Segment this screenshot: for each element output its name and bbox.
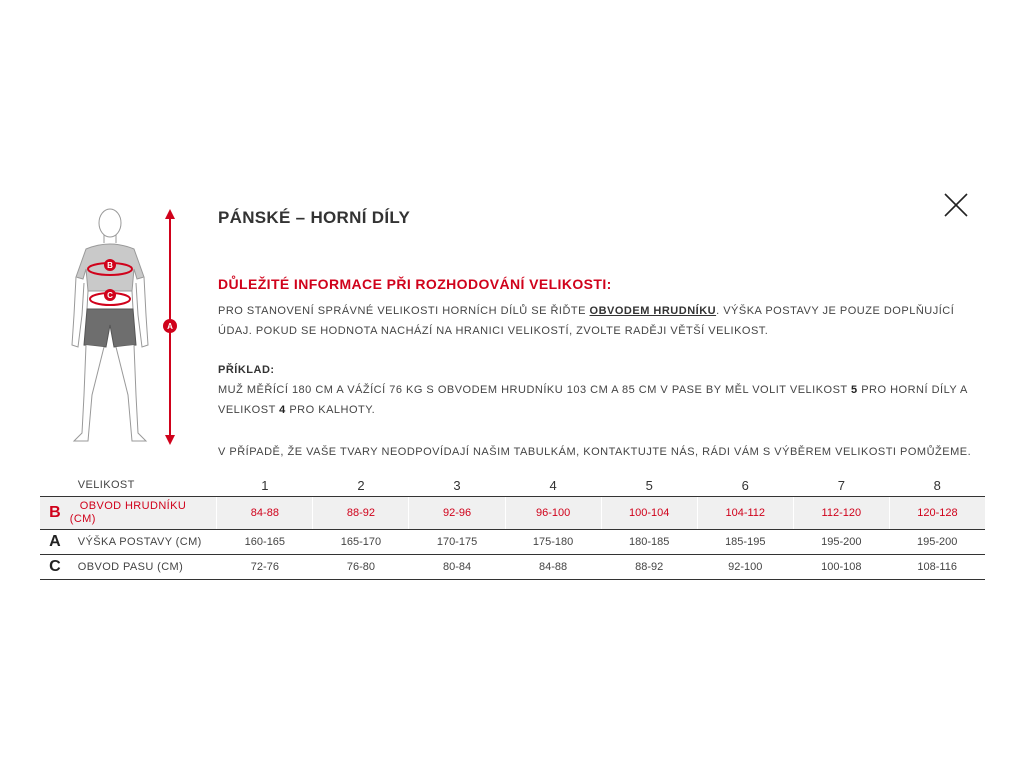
modal-title: PÁNSKÉ – HORNÍ DÍLY [218, 208, 411, 227]
svg-text:A: A [167, 322, 173, 331]
table-row-waist [40, 555, 985, 580]
table-cell: 84-88 [217, 497, 313, 530]
table-cell: 104-112 [697, 497, 793, 530]
table-cell: 160-165 [217, 530, 313, 555]
table-cell: 165-170 [313, 530, 409, 555]
row-label-line2: (CM) [69, 513, 96, 525]
table-cell: 92-96 [409, 497, 505, 530]
example-text-part2: PRO HORNÍ DÍLY A VELIKOST [218, 384, 968, 416]
table-cell: 120-128 [889, 497, 985, 530]
table-cell: 72-76 [217, 555, 313, 580]
size-header: 7 [793, 474, 889, 497]
size-header: 4 [505, 474, 601, 497]
example-bottom-size: 4 [279, 404, 286, 416]
table-cell: 76-80 [313, 555, 409, 580]
table-row-height [40, 530, 985, 555]
row-label [70, 497, 217, 530]
example-text-part3: PRO KALHOTY. [285, 404, 376, 416]
size-header: 2 [313, 474, 409, 497]
row-letter: C [40, 555, 70, 580]
row-label: OBVOD PASU (CM) [70, 555, 217, 580]
table-cell: 175-180 [505, 530, 601, 555]
row-label: VÝŠKA POSTAVY (CM) [70, 530, 217, 555]
table-cell: 195-200 [793, 530, 889, 555]
table-cell: 108-116 [889, 555, 985, 580]
example-top-size: 5 [851, 384, 858, 396]
example-text [218, 380, 988, 420]
table-cell: 112-120 [793, 497, 889, 530]
table-row-chest [40, 497, 985, 530]
example-text-part1: MUŽ MĚŘÍCÍ 180 CM A VÁŽÍCÍ 76 KG S OBVODEM HRUDNÍKU 103 CM A 85 CM V PASE BY MĚL VOLIT VELIKOST [218, 384, 852, 396]
instructions-text-end: . VÝŠKA POSTAVY JE POUZE DOPLŇUJÍCÍ ÚDAJ. POKUD SE HODNOTA NACHÁZÍ NA HRANICI VELIKOSTÍ, ZVOLTE RADĚJI VĚTŠÍ VELIKOST. [218, 305, 955, 337]
table-cell: 100-104 [601, 497, 697, 530]
table-cell: 88-92 [601, 555, 697, 580]
table-cell: 180-185 [601, 530, 697, 555]
sizing-instructions [218, 301, 988, 341]
size-header: 3 [409, 474, 505, 497]
table-cell: 88-92 [313, 497, 409, 530]
header-letter-cell [40, 474, 70, 497]
table-cell: 96-100 [505, 497, 601, 530]
example-label: PŘÍKLAD: [218, 364, 275, 376]
body-measurement-figure [64, 205, 194, 450]
close-button[interactable] [940, 190, 972, 222]
table-cell: 170-175 [409, 530, 505, 555]
table-cell: 80-84 [409, 555, 505, 580]
chest-measurement-link[interactable]: OBVODEM HRUDNÍKU [589, 305, 717, 317]
svg-text:C: C [107, 291, 113, 300]
table-cell: 195-200 [889, 530, 985, 555]
table-cell: 185-195 [697, 530, 793, 555]
table-header-row [40, 474, 985, 497]
row-label-line1: OBVOD HRUDNÍKU [79, 500, 187, 512]
table-cell: 92-100 [697, 555, 793, 580]
contact-note: V PŘÍPADĚ, ŽE VAŠE TVARY NEODPOVÍDAJÍ NAŠIM TABULKÁM, KONTAKTUJTE NÁS, RÁDI VÁM S VÝBĚREM VELIKOSTI POMŮŽEME. [218, 446, 972, 458]
important-info-heading: DŮLEŽITÉ INFORMACE PŘI ROZHODOVÁNÍ VELIKOSTI: [218, 276, 612, 292]
row-letter: B [40, 497, 70, 530]
close-icon [940, 190, 972, 222]
size-table [40, 474, 985, 580]
table-cell: 100-108 [793, 555, 889, 580]
size-header: 8 [889, 474, 985, 497]
size-header: 6 [697, 474, 793, 497]
header-size-label: VELIKOST [70, 474, 217, 497]
table-cell: 84-88 [505, 555, 601, 580]
svg-text:B: B [107, 261, 113, 270]
size-header: 1 [217, 474, 313, 497]
instructions-text-start: PRO STANOVENÍ SPRÁVNÉ VELIKOSTI HORNÍCH DÍLŮ SE ŘIĎTE [218, 305, 590, 317]
row-letter: A [40, 530, 70, 555]
size-header: 5 [601, 474, 697, 497]
